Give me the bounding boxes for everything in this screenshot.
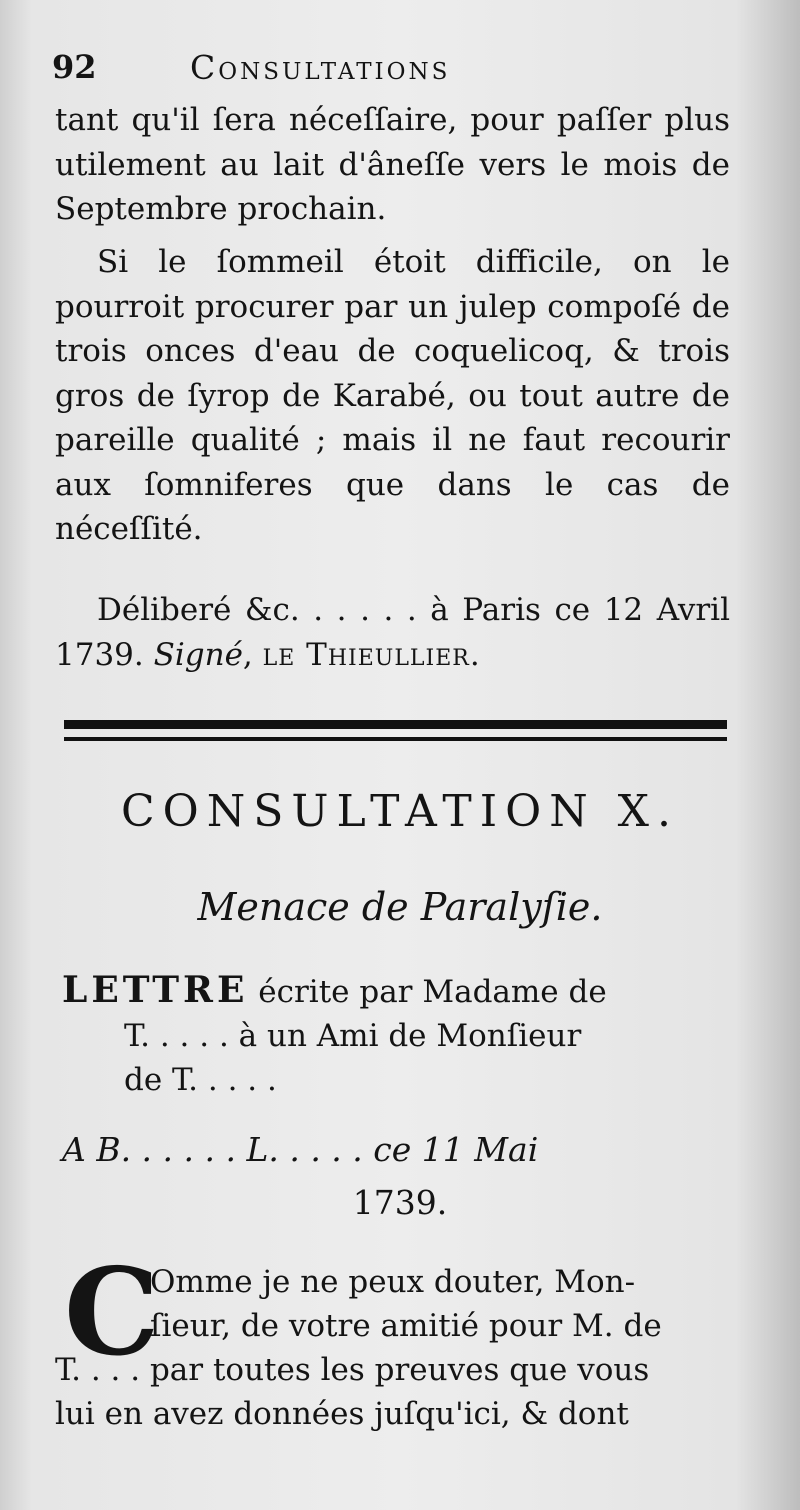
letter-body xyxy=(55,1242,738,1436)
page-header xyxy=(52,48,612,94)
body-line4: lui en avez données juſqu'ici, & dont xyxy=(55,1396,629,1432)
place-date-line: A B. . . . . . L. . . . . ce 11 Mai xyxy=(62,1130,539,1169)
page-number: 92 xyxy=(52,48,97,86)
running-title: Consultations xyxy=(190,48,451,87)
signoff-signed: Signé xyxy=(153,636,243,673)
body-line3: T. . . . par toutes les preuves que vous xyxy=(55,1352,650,1388)
place-date-year: 1739. xyxy=(352,1183,448,1222)
signoff-name: le Thieullier. xyxy=(262,636,481,673)
body-line1: Omme je ne peux douter, Mon- xyxy=(150,1264,636,1300)
section-subtitle: Menace de Paralyſie. xyxy=(197,885,603,929)
letter-caps: LETTRE xyxy=(62,969,249,1011)
section-divider xyxy=(64,716,727,750)
paragraph-continuation: tant qu'il ſera néceſſaire, pour paſſer plus utilement au lait d'âneſſe vers le mois de Septembre prochain. xyxy=(55,102,730,227)
signoff-text: Déliberé &c. . . . . . à Paris ce 12 Avril 1739. xyxy=(55,592,730,673)
letter-line2: T. . . . . à un Ami de Monſieur xyxy=(124,1018,582,1054)
letter-heading xyxy=(62,968,732,1102)
letter-line3: de T. . . . . xyxy=(124,1062,277,1098)
divider-thick-rule xyxy=(64,720,727,729)
paragraph-julep: Si le ſommeil étoit difficile, on le pourroit procurer par un julep compoſé de trois onces d'eau de coquelicoq, & trois gros de ſyrop de Karabé, ou tout autre de pareille qualité ; mais il ne faut recourir aux ſomniferes que dans le cas de néceſſité. xyxy=(55,244,730,547)
body-line2: ſieur, de votre amitié pour M. de xyxy=(150,1308,662,1344)
signoff: Déliberé &c. . . . . . à Paris ce 12 Avril 1739. Signé, le Thieullier. xyxy=(55,592,730,673)
section-heading: CONSULTATION X. xyxy=(120,786,679,837)
divider-thin-rule xyxy=(64,737,727,741)
drop-cap: C xyxy=(64,1242,160,1383)
letter-line1: écrite par Madame de xyxy=(248,974,607,1010)
